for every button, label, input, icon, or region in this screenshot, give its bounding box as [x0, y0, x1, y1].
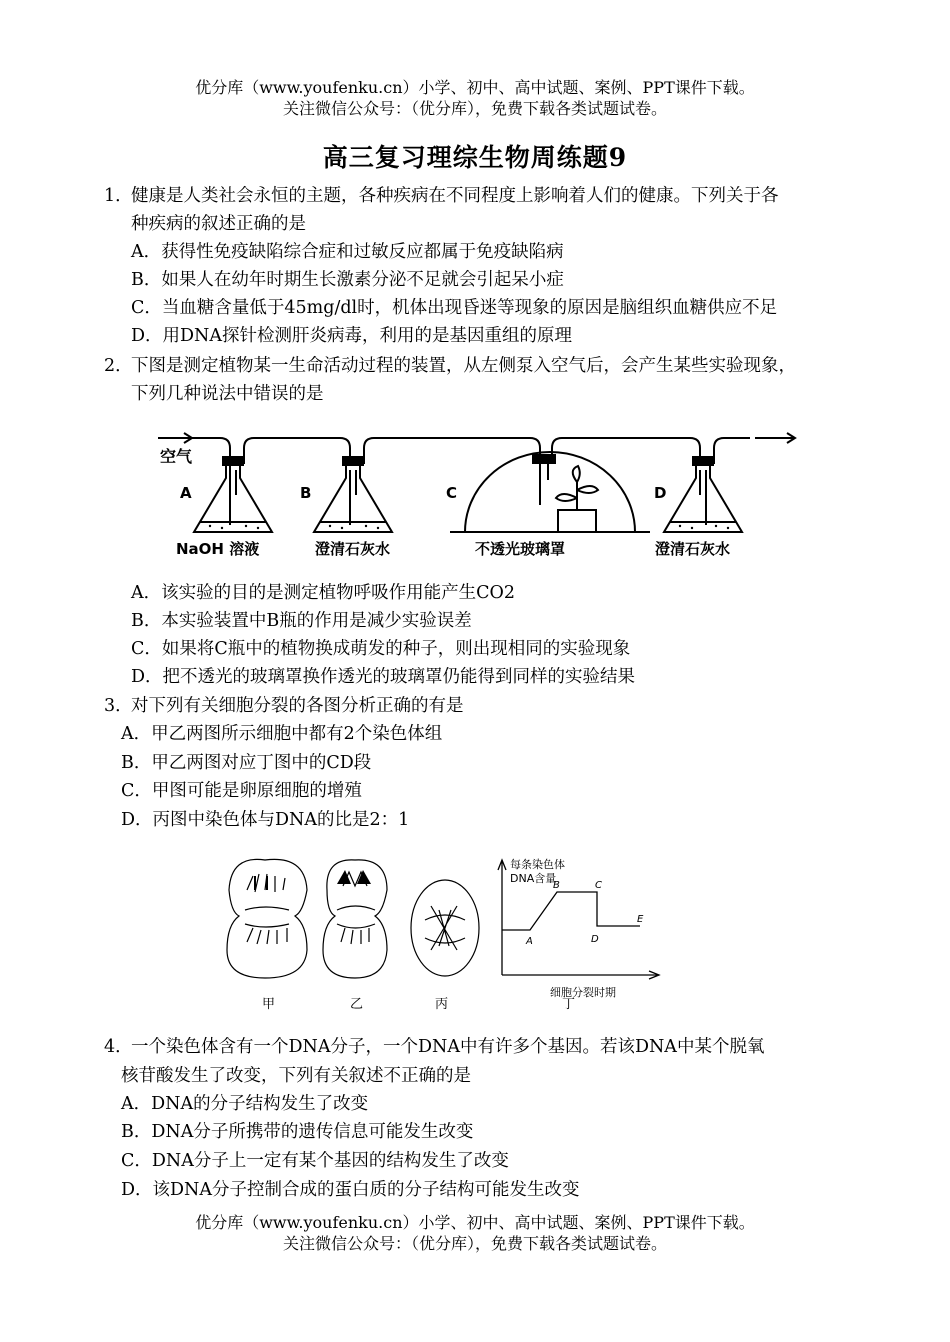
caption-naoh: NaOH 溶液 — [176, 540, 260, 558]
q3-option-c: C．甲图可能是卵原细胞的增殖 — [121, 781, 362, 801]
q3-number: 3． — [104, 696, 133, 716]
q4-number: 4． — [104, 1037, 133, 1057]
dome-c-label: C — [446, 484, 458, 502]
graph-point-d: D — [591, 934, 599, 945]
graph-point-e: E — [637, 914, 644, 925]
label-yi: 乙 — [350, 997, 364, 1012]
q4-stem-line-2: 核苷酸发生了改变，下列有关叙述不正确的是 — [121, 1066, 471, 1086]
header-line-2: 关注微信公众号：（优分库），免费下载各类试题试卷。 — [282, 99, 667, 118]
q4-option-a: A．DNA的分子结构发生了改变 — [121, 1094, 369, 1114]
q4-option-b: B．DNA分子所携带的遗传信息可能发生改变 — [121, 1122, 474, 1142]
flask-d-label: D — [654, 484, 667, 502]
q4-option-d: D．该DNA分子控制合成的蛋白质的分子结构可能发生改变 — [121, 1180, 580, 1200]
graph-x-label: 细胞分裂时期 — [550, 986, 616, 999]
caption-limewater-b: 澄清石灰水 — [315, 540, 391, 558]
q4-option-c: C．DNA分子上一定有某个基因的结构发生了改变 — [121, 1151, 509, 1171]
q1-stem-line-2: 种疾病的叙述正确的是 — [131, 214, 306, 234]
q3-option-b: B．甲乙两图对应丁图中的CD段 — [121, 753, 372, 773]
graph-point-b: B — [553, 880, 560, 891]
footer-line-2: 关注微信公众号：（优分库），免费下载各类试题试卷。 — [282, 1234, 667, 1253]
q2-stem-line-2: 下列几种说法中错误的是 — [131, 384, 324, 404]
q3-option-d: D．丙图中染色体与DNA的比是2：1 — [121, 810, 410, 830]
graph-point-a: A — [526, 936, 533, 947]
q2-option-a: A．该实验的目的是测定植物呼吸作用能产生CO2 — [131, 583, 516, 603]
q1-option-b: B．如果人在幼年时期生长激素分泌不足就会引起呆小症 — [131, 270, 564, 290]
air-label: 空气 — [160, 447, 193, 466]
footer-line-1: 优分库（www.youfenku.cn）小学、初中、高中试题、案例、PPT课件下载。 — [195, 1213, 755, 1232]
q3-option-a: A．甲乙两图所示细胞中都有2个染色体组 — [121, 724, 443, 744]
q1-stem-line-1: 健康是人类社会永恒的主题，各种疾病在不同程度上影响着人们的健康。下列关于各 — [131, 186, 779, 206]
q2-option-c: C．如果将C瓶中的植物换成萌发的种子，则出现相同的实验现象 — [131, 639, 631, 659]
q2-number: 2． — [104, 356, 133, 376]
label-bing: 丙 — [435, 997, 449, 1012]
graph-y-label-1: 每条染色体 — [510, 858, 565, 871]
q2-option-b: B．本实验装置中B瓶的作用是减少实验误差 — [131, 611, 472, 631]
label-ding: 丁 — [562, 997, 576, 1012]
q4-stem-line-1: 一个染色体含有一个DNA分子，一个DNA中有许多个基因。若该DNA中某个脱氧 — [131, 1037, 765, 1057]
cell-division-figure — [225, 850, 665, 1015]
page-title: 高三复习理综生物周练题9 — [322, 143, 628, 172]
graph-point-c: C — [595, 880, 602, 891]
q1-option-d: D．用DNA探针检测肝炎病毒，利用的是基因重组的原理 — [131, 326, 573, 346]
q1-number: 1． — [104, 186, 133, 206]
q1-option-a: A．获得性免疫缺陷综合症和过敏反应都属于免疫缺陷病 — [131, 242, 564, 262]
caption-opaque-cover: 不透光玻璃罩 — [475, 540, 566, 558]
q1-option-c: C．当血糖含量低于45mg/dl时，机体出现昏迷等现象的原因是脑组织血糖供应不足 — [131, 298, 778, 318]
graph-y-label-2: DNA含量 — [510, 872, 557, 885]
flask-b-label: B — [300, 484, 312, 502]
apparatus-figure — [150, 420, 810, 565]
header-line-1: 优分库（www.youfenku.cn）小学、初中、高中试题、案例、PPT课件下载。 — [195, 78, 755, 97]
q3-stem: 对下列有关细胞分裂的各图分析正确的有是 — [131, 696, 464, 716]
label-jia: 甲 — [262, 997, 276, 1012]
q2-option-d: D．把不透光的玻璃罩换作透光的玻璃罩仍能得到同样的实验结果 — [131, 667, 636, 687]
caption-limewater-d: 澄清石灰水 — [655, 540, 731, 558]
flask-a-label: A — [180, 484, 192, 502]
q2-stem-line-1: 下图是测定植物某一生命活动过程的装置，从左侧泵入空气后，会产生某些实验现象， — [131, 356, 796, 376]
